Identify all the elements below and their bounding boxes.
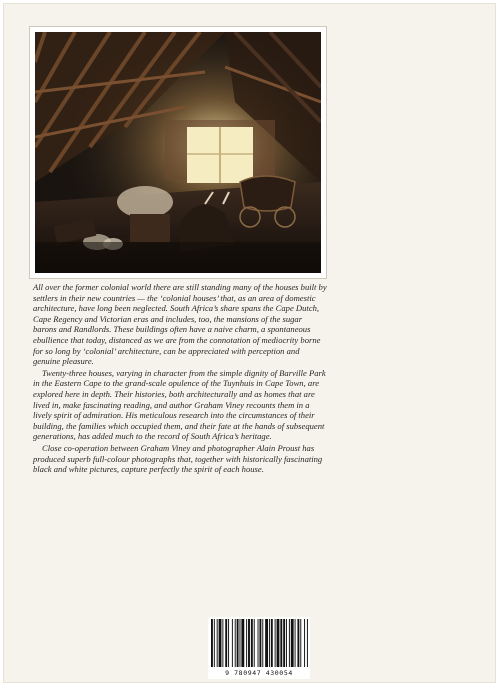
- blurb-paragraph-3: Close co-operation between Graham Viney and photographer Alain Proust has produced superb full-colour photographs that, together with historically fascinating black and white pictures, capture perfectly the spirit of each house.: [33, 442, 323, 475]
- barcode-bar: [222, 619, 223, 667]
- attic-photo: [35, 32, 321, 273]
- barcode-bar: [271, 619, 273, 667]
- barcode-bar: [219, 619, 222, 667]
- barcode-bar: [262, 619, 263, 667]
- barcode-bar: [269, 619, 270, 667]
- barcode-bar: [240, 619, 241, 667]
- barcode-bar: [211, 619, 213, 667]
- barcode-bar: [254, 619, 255, 667]
- barcode-bar: [217, 619, 218, 667]
- blurb-paragraph-2: Twenty-three houses, varying in character from the simple dignity of Barville Park in the Eastern Cape to the grand-scale opulence of the Tuynhuis in Cape Town, are explored here in depth. Their histories, both architecturally and as homes that are lived in, make fascinating reading, and author Graham Viney recounts them in a lively spirit of admiration. His meticulous research into the circumstances of their building, the families which occupied them, and their fate at the hands of subsequent generations, has added much to the record of South Africa’s heritage.: [33, 367, 326, 442]
- barcode-bar: [251, 619, 253, 667]
- barcode-bar: [248, 619, 250, 667]
- barcode-bar: [280, 619, 282, 667]
- barcode-bars: [208, 617, 310, 669]
- barcode-bar: [214, 619, 215, 667]
- barcode-bar: [246, 619, 247, 667]
- attic-photo-image: [35, 32, 321, 273]
- barcode-bar: [295, 619, 296, 667]
- barcode-bar: [277, 619, 280, 667]
- barcode-bar: [225, 619, 227, 667]
- barcode-bar: [289, 619, 290, 667]
- barcode-bar: [228, 619, 229, 667]
- barcode-bar: [235, 619, 236, 667]
- barcode-bar: [259, 619, 261, 667]
- blurb-paragraph-1: All over the former colonial world there are still standing many of the houses built by settlers in their new countries — the ‘colonial houses’ that, as an area of domestic architecture, have long been neglected. South Africa’s share spans the Cape Dutch, Cape Regency and Victorian eras and includes, too, the mansions of the sugar barons and Randlords. These buildings often have a naive charm, a spontaneous ebullience that today, distanced as we are from the connotation of mediocrity borne for so long by ‘colonial’ architecture, can be appreciated with perception and genuine pleasure.: [33, 282, 327, 367]
- back-cover: [3, 3, 496, 683]
- barcode-bar: [297, 619, 299, 667]
- barcode-bar: [232, 619, 233, 667]
- barcode-bar: [258, 619, 259, 667]
- barcode-bar: [286, 619, 287, 667]
- blurb-text: [33, 282, 327, 476]
- barcode-bar: [241, 619, 244, 667]
- barcode-bar: [275, 619, 276, 667]
- barcode-bar: [265, 619, 268, 667]
- isbn-number: 9 780947 430054: [225, 669, 293, 677]
- cover-photo-frame: [29, 26, 327, 279]
- barcode-bar: [237, 619, 239, 667]
- barcode-bar: [291, 619, 294, 667]
- barcode-bar: [307, 619, 308, 667]
- barcode-bar: [304, 619, 305, 667]
- barcode-bar: [283, 619, 285, 667]
- barcode-bar: [300, 619, 301, 667]
